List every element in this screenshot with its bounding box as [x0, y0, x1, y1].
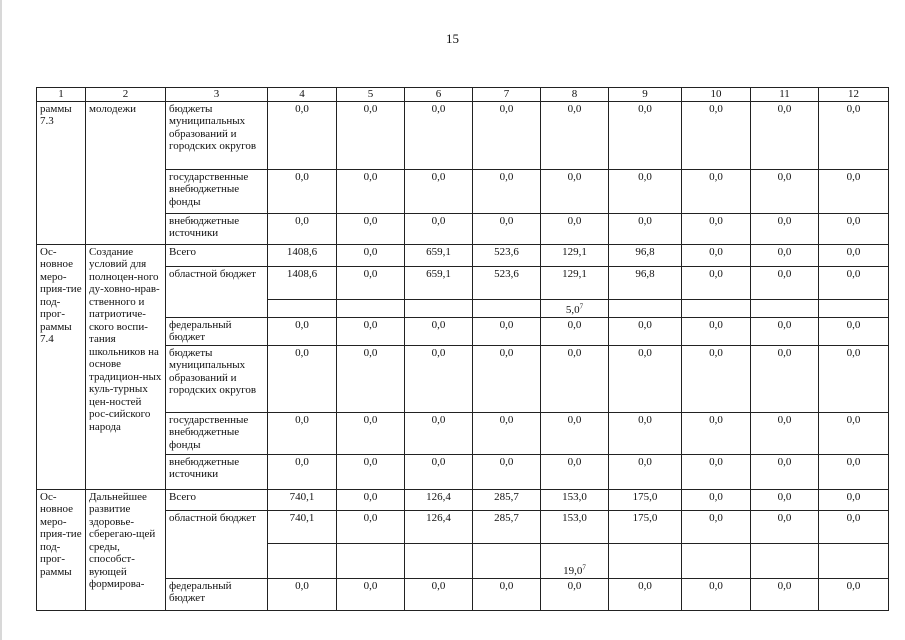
value-cell: 0,0	[819, 489, 889, 510]
measure-code-cell: раммы 7.3	[37, 101, 86, 244]
column-header: 11	[751, 88, 819, 102]
empty-cell	[337, 299, 405, 317]
value-cell: 0,0	[541, 578, 609, 610]
empty-cell	[337, 543, 405, 578]
funding-source-cell: внебюджетные источники	[166, 454, 268, 489]
value-cell: 96,8	[609, 266, 682, 299]
funding-source-cell: государственные внебюджетные фонды	[166, 169, 268, 213]
value-cell: 0,0	[819, 578, 889, 610]
value-cell: 0,0	[819, 454, 889, 489]
value-cell: 0,0	[473, 578, 541, 610]
value-cell: 0,0	[751, 510, 819, 543]
value-cell: 0,0	[268, 101, 337, 169]
value-cell: 0,0	[337, 345, 405, 412]
column-header: 5	[337, 88, 405, 102]
value-cell: 0,0	[473, 412, 541, 454]
funding-source-cell: бюджеты муниципальных образований и городских округов	[166, 345, 268, 412]
empty-cell	[751, 543, 819, 578]
value-cell: 0,0	[337, 454, 405, 489]
value-cell: 0,0	[337, 510, 405, 543]
value-cell: 0,0	[405, 101, 473, 169]
column-header: 10	[682, 88, 751, 102]
value-cell: 129,1	[541, 244, 609, 266]
empty-cell	[609, 299, 682, 317]
value-cell: 0,0	[473, 169, 541, 213]
value-cell: 0,0	[473, 345, 541, 412]
value-cell: 0,0	[541, 345, 609, 412]
footnote-value: 19,0	[563, 565, 583, 577]
value-cell: 659,1	[405, 266, 473, 299]
value-cell: 0,0	[682, 213, 751, 244]
value-cell: 1408,6	[268, 244, 337, 266]
value-cell: 175,0	[609, 489, 682, 510]
funding-source-cell: федеральный бюджет	[166, 578, 268, 610]
value-cell: 0,0	[609, 169, 682, 213]
value-cell: 285,7	[473, 489, 541, 510]
value-cell: 153,0	[541, 489, 609, 510]
footnote-value-cell	[541, 543, 609, 578]
value-cell: 0,0	[819, 169, 889, 213]
footnote-mark: 7	[579, 302, 584, 311]
value-cell: 0,0	[268, 169, 337, 213]
value-cell: 0,0	[609, 412, 682, 454]
value-cell: 175,0	[609, 510, 682, 543]
measure-name-cell: Создание условий для полноцен-ного ду-ховно-нрав-ственного и патриотиче-ского воспи-тания школьников на основе традицион-ных куль-турных цен-ностей рос-сийского народа	[86, 244, 166, 489]
value-cell: 0,0	[751, 412, 819, 454]
empty-cell	[473, 299, 541, 317]
value-cell: 0,0	[751, 266, 819, 299]
value-cell: 153,0	[541, 510, 609, 543]
value-cell: 0,0	[751, 578, 819, 610]
value-cell: 0,0	[268, 578, 337, 610]
value-cell: 0,0	[405, 317, 473, 345]
value-cell: 0,0	[819, 266, 889, 299]
empty-cell	[473, 543, 541, 578]
empty-cell	[682, 299, 751, 317]
header-row	[37, 88, 889, 102]
column-header: 2	[86, 88, 166, 102]
value-cell: 0,0	[268, 317, 337, 345]
value-cell: 0,0	[682, 169, 751, 213]
measure-code-cell: Ос-новное меро-прия-тие под-прог-раммы 7.4	[37, 244, 86, 489]
column-header: 8	[541, 88, 609, 102]
value-cell: 0,0	[541, 169, 609, 213]
value-cell: 0,0	[405, 213, 473, 244]
value-cell: 740,1	[268, 489, 337, 510]
value-cell: 0,0	[541, 412, 609, 454]
value-cell: 0,0	[751, 101, 819, 169]
value-cell: 0,0	[819, 317, 889, 345]
value-cell: 0,0	[819, 412, 889, 454]
value-cell: 0,0	[751, 213, 819, 244]
footnote-value-cell	[541, 299, 609, 317]
value-cell: 0,0	[541, 317, 609, 345]
value-cell: 0,0	[609, 317, 682, 345]
value-cell: 0,0	[819, 101, 889, 169]
value-cell: 0,0	[819, 345, 889, 412]
value-cell: 0,0	[682, 578, 751, 610]
funding-row	[37, 489, 889, 510]
value-cell: 0,0	[682, 489, 751, 510]
value-cell: 0,0	[337, 317, 405, 345]
empty-cell	[751, 299, 819, 317]
value-cell: 523,6	[473, 266, 541, 299]
value-cell: 0,0	[337, 266, 405, 299]
value-cell: 0,0	[682, 244, 751, 266]
value-cell: 0,0	[609, 213, 682, 244]
measure-name-cell: Дальнейшее развитие здоровье-сберегаю-щей среды, способст-вующей формирова-	[86, 489, 166, 610]
column-header: 1	[37, 88, 86, 102]
value-cell: 0,0	[337, 213, 405, 244]
value-cell: 0,0	[609, 454, 682, 489]
funding-source-cell: областной бюджет	[166, 266, 268, 317]
value-cell: 0,0	[751, 317, 819, 345]
empty-cell	[268, 543, 337, 578]
value-cell: 129,1	[541, 266, 609, 299]
column-header: 6	[405, 88, 473, 102]
value-cell: 659,1	[405, 244, 473, 266]
value-cell: 0,0	[268, 345, 337, 412]
budget-table	[36, 87, 889, 611]
value-cell: 0,0	[682, 345, 751, 412]
column-header: 12	[819, 88, 889, 102]
column-header: 7	[473, 88, 541, 102]
value-cell: 0,0	[337, 578, 405, 610]
value-cell: 285,7	[473, 510, 541, 543]
value-cell: 0,0	[405, 412, 473, 454]
value-cell: 0,0	[473, 317, 541, 345]
value-cell: 0,0	[751, 489, 819, 510]
value-cell: 0,0	[751, 169, 819, 213]
value-cell: 0,0	[682, 412, 751, 454]
funding-source-cell: государственные внебюджетные фонды	[166, 412, 268, 454]
value-cell: 0,0	[819, 213, 889, 244]
value-cell: 126,4	[405, 510, 473, 543]
value-cell: 0,0	[751, 454, 819, 489]
page-edge	[0, 0, 2, 640]
value-cell: 0,0	[541, 213, 609, 244]
page-number: 15	[446, 31, 459, 46]
value-cell: 126,4	[405, 489, 473, 510]
empty-cell	[819, 543, 889, 578]
value-cell: 0,0	[337, 244, 405, 266]
funding-source-cell: Всего	[166, 489, 268, 510]
empty-cell	[405, 299, 473, 317]
value-cell: 0,0	[405, 345, 473, 412]
value-cell: 0,0	[337, 489, 405, 510]
value-cell: 0,0	[682, 510, 751, 543]
value-cell: 0,0	[819, 510, 889, 543]
value-cell: 0,0	[473, 213, 541, 244]
footnote-value: 5,0	[565, 304, 580, 316]
value-cell: 0,0	[405, 578, 473, 610]
value-cell: 0,0	[337, 169, 405, 213]
funding-source-cell: областной бюджет	[166, 510, 268, 578]
measure-name-cell: молодежи	[86, 101, 166, 244]
value-cell: 0,0	[473, 101, 541, 169]
value-cell: 96,8	[609, 244, 682, 266]
funding-row	[37, 244, 889, 266]
funding-row	[37, 101, 889, 169]
value-cell: 0,0	[819, 244, 889, 266]
value-cell: 0,0	[405, 454, 473, 489]
value-cell: 0,0	[405, 169, 473, 213]
value-cell: 0,0	[682, 454, 751, 489]
value-cell: 0,0	[609, 345, 682, 412]
value-cell: 0,0	[541, 101, 609, 169]
funding-source-cell: федеральный бюджет	[166, 317, 268, 345]
funding-source-cell: Всего	[166, 244, 268, 266]
value-cell: 0,0	[473, 454, 541, 489]
value-cell: 0,0	[337, 101, 405, 169]
value-cell: 523,6	[473, 244, 541, 266]
value-cell: 0,0	[541, 454, 609, 489]
value-cell: 0,0	[751, 345, 819, 412]
value-cell: 0,0	[268, 454, 337, 489]
measure-code-cell: Ос-новное меро-прия-тие под-прог-раммы	[37, 489, 86, 610]
value-cell: 0,0	[682, 317, 751, 345]
value-cell: 0,0	[268, 213, 337, 244]
value-cell: 0,0	[609, 578, 682, 610]
empty-cell	[268, 299, 337, 317]
empty-cell	[682, 543, 751, 578]
value-cell: 740,1	[268, 510, 337, 543]
footnote-mark: 7	[582, 563, 586, 572]
value-cell: 1408,6	[268, 266, 337, 299]
value-cell: 0,0	[337, 412, 405, 454]
column-header: 4	[268, 88, 337, 102]
column-header: 9	[609, 88, 682, 102]
funding-source-cell: внебюджетные источники	[166, 213, 268, 244]
empty-cell	[819, 299, 889, 317]
value-cell: 0,0	[682, 266, 751, 299]
column-header: 3	[166, 88, 268, 102]
value-cell: 0,0	[682, 101, 751, 169]
empty-cell	[609, 543, 682, 578]
funding-source-cell: бюджеты муниципальных образований и городских округов	[166, 101, 268, 169]
value-cell: 0,0	[751, 244, 819, 266]
empty-cell	[405, 543, 473, 578]
value-cell: 0,0	[268, 412, 337, 454]
value-cell: 0,0	[609, 101, 682, 169]
